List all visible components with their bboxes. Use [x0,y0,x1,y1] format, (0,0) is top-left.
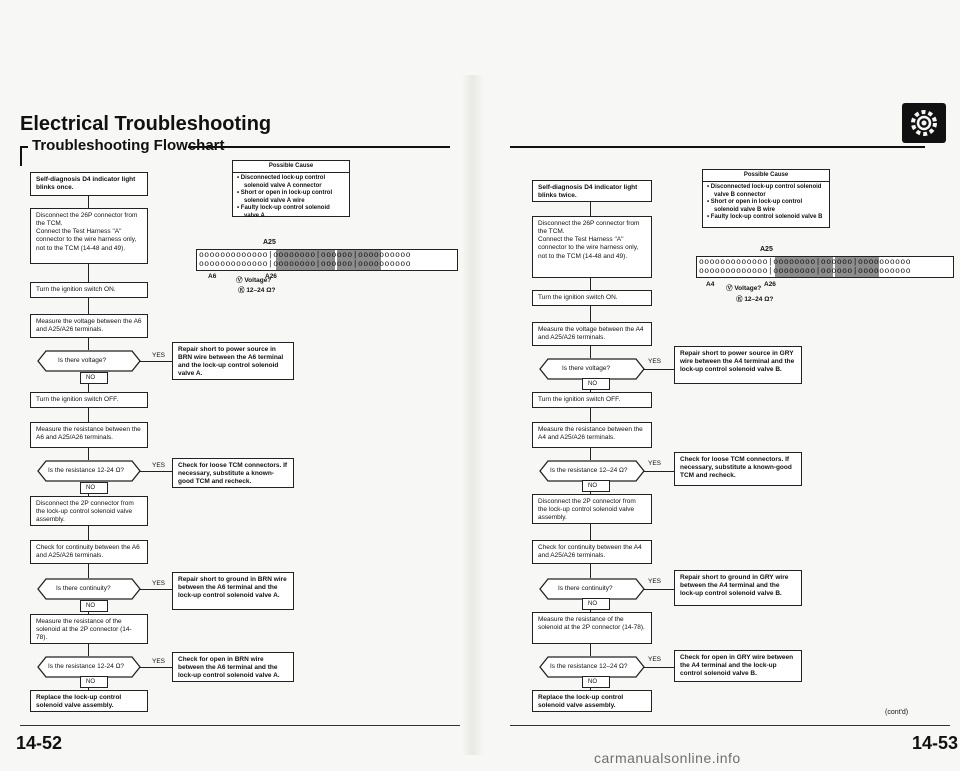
flow-action: Repair short to power source in BRN wire between the A6 terminal and the lock-up control solenoid valve A. [172,342,294,380]
resistance-question: Ⓡ 12–24 Ω? [238,287,276,294]
decision-question: Is there voltage? [562,365,611,372]
flow-step: Turn the ignition switch ON. [532,290,652,306]
no-label: NO [582,598,610,610]
cause-item: • Disconnected lock-up control solenoid valve A connector [237,175,326,189]
page-number: 14-52 [16,733,63,753]
yes-label: YES [152,462,166,469]
flow-action: Check for open in GRY wire between the A4 terminal and the lock-up control solenoid valve B. [674,650,802,682]
flow-step: Measure the resistance of the solenoid at the 2P connector (14-78). [532,612,652,644]
flow-step: Disconnect the 2P connector from the lock-up control solenoid valve assembly. [30,496,148,526]
cause-item: • Disconnected lock-up control solenoid valve B connector [707,184,822,198]
decision-question: Is the resistance 12–24 Ω? [550,663,628,670]
no-label: NO [582,480,610,492]
yes-label: YES [648,460,662,467]
page-title: Electrical Troubleshooting [20,113,272,135]
flow-step: Check for continuity between the A6 and A25/A26 terminals. [30,540,148,564]
continued-note: (cont'd) [885,709,909,716]
possible-cause-list [702,182,830,228]
flow-step: Disconnect the 26P connector from the TCM. Connect the Test Harness "A" connector to the wire harness only, not to the TCM (14-48 and 49). [532,216,652,278]
connector-label: A25 [263,239,276,246]
flow-step: Disconnect the 2P connector from the lock-up control solenoid valve assembly. [532,494,652,524]
flow-step: Measure the resistance between the A6 and A25/A26 terminals. [30,422,148,448]
connector-row: ooooooooooooo|oooooooo|oooooo|oooooooooo [699,267,912,276]
flow-step: Replace the lock-up control solenoid valve assembly. [532,690,652,712]
no-label: NO [80,600,108,612]
watermark: carmanualsonline.info [594,750,741,766]
subtitle-rule [188,146,450,148]
flow-step: Turn the ignition switch ON. [30,282,148,298]
page-subtitle: Troubleshooting Flowchart [32,137,225,154]
possible-cause-heading: Possible Cause [232,160,350,173]
flow-step: Self-diagnosis D4 indicator light blinks twice. [532,180,652,202]
connector-row: ooooooooooooo|oooooooo|oooooo|oooooooooo [199,260,412,269]
flow-action: Check for loose TCM connectors. If necessary, substitute a known-good TCM and recheck. [172,458,294,488]
pin-label: A26 [265,273,277,280]
connector-row: ooooooooooooo|oooooooo|oooooo|oooooooooo [199,251,412,260]
connector-label: A25 [760,246,773,253]
footer-rule [510,725,950,726]
flow-action: Repair short to ground in BRN wire between the A6 terminal and the lock-up control solenoid valve A. [172,572,294,610]
decision-question: Is there voltage? [58,357,107,364]
left-page [0,0,470,771]
cause-item: • Short or open in lock-up control solenoid valve B wire [707,199,803,213]
no-label: NO [582,378,610,390]
yes-label: YES [152,352,166,359]
yes-label: YES [648,578,662,585]
decision-question: Is the resistance 12-24 Ω? [48,663,125,670]
cause-item: • Short or open in lock-up control solenoid valve A wire [237,190,333,204]
voltage-question: Ⓥ Voltage? [236,277,272,284]
no-label: NO [80,482,108,494]
decision-question: Is the resistance 12-24 Ω? [48,467,125,474]
connector-row: ooooooooooooo|oooooooo|oooooo|oooooooooo [699,258,912,267]
yes-label: YES [648,358,662,365]
flow-step: Measure the voltage between the A4 and A25/A26 terminals. [532,322,652,346]
decision-question: Is there continuity? [558,585,613,592]
flow-step: Replace the lock-up control solenoid valve assembly. [30,690,148,712]
flow-step: Measure the resistance of the solenoid at the 2P connector (14-78). [30,614,148,644]
possible-cause-heading: Possible Cause [702,169,830,182]
voltage-question: Ⓥ Voltage? [726,285,762,292]
flow-step: Check for continuity between the A4 and A25/A26 terminals. [532,540,652,564]
pin-label: A26 [764,281,776,288]
flow-step: Turn the ignition switch OFF. [532,392,652,408]
flow-action: Repair short to ground in GRY wire between the A4 terminal and the lock-up control solenoid valve B. [674,570,802,606]
decision-question: Is the resistance 12–24 Ω? [550,467,628,474]
right-page [470,0,960,771]
flow-step: Disconnect the 26P connector from the TCM. Connect the Test Harness "A" connector to the wire harness only, not to the TCM (14-48 and 49). [30,208,148,264]
gear-icon [902,103,946,143]
flow-step: Measure the voltage between the A6 and A25/A26 terminals. [30,314,148,338]
pin-label: A4 [706,281,715,288]
no-label: NO [582,676,610,688]
yes-label: YES [152,580,166,587]
subtitle-bracket [20,146,28,166]
flow-step: Measure the resistance between the A4 and A25/A26 terminals. [532,422,652,448]
pin-label: A6 [208,273,217,280]
cause-item: • Faulty lock-up control solenoid valve A [237,205,330,219]
flow-action: Check for loose TCM connectors. If necessary, substitute a known-good TCM and recheck. [674,452,802,486]
page-number: 14-53 [912,733,959,753]
resistance-question: Ⓡ 12–24 Ω? [736,296,774,303]
decision-question: Is there continuity? [56,585,111,592]
yes-label: YES [152,658,166,665]
flow-action: Repair short to power source in GRY wire between the A4 terminal and the lock-up control solenoid valve B. [674,346,802,384]
no-label: NO [80,372,108,384]
footer-rule [20,725,460,726]
possible-cause-list [232,173,350,217]
cause-item: • Faulty lock-up control solenoid valve B [707,214,823,220]
flow-action: Check for open in BRN wire between the A6 terminal and the lock-up control solenoid valve A. [172,652,294,682]
header-rule [510,146,925,148]
yes-label: YES [648,656,662,663]
no-label: NO [80,676,108,688]
flow-step: Turn the ignition switch OFF. [30,392,148,408]
flow-step: Self-diagnosis D4 indicator light blinks once. [30,172,148,196]
